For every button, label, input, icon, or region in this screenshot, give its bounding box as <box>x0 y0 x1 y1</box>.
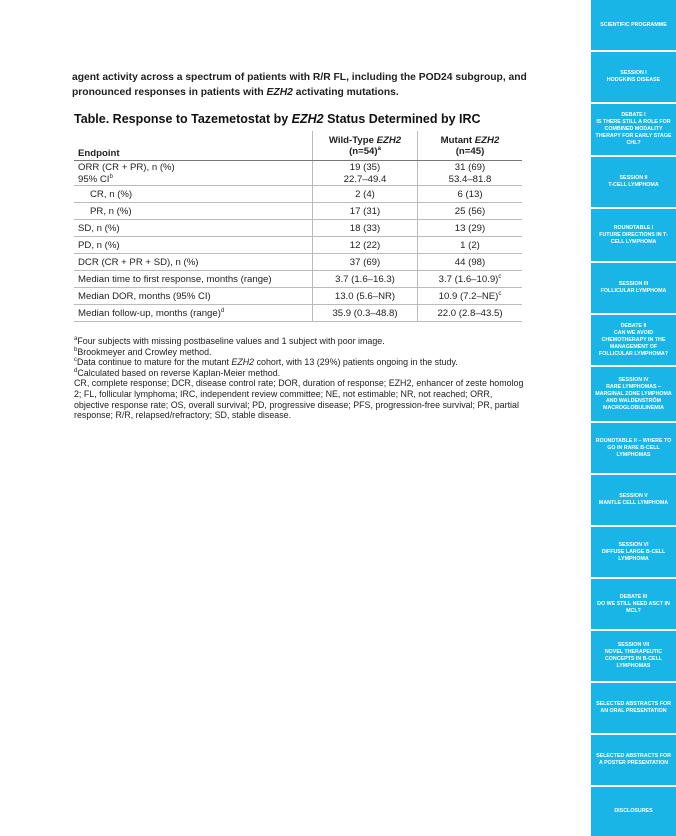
intro-line-1: agent activity across a spectrum of patients with R/R FL, including the POD24 subgroup, and <box>72 72 527 83</box>
sidebar-tab-session-2[interactable]: SESSION II T-CELL LYMPHOMA <box>591 157 676 207</box>
intro-paragraph <box>72 70 572 100</box>
sidebar-tab-oral-abstracts[interactable]: SELECTED ABSTRACTS FOR AN ORAL PRESENTATION <box>591 683 676 733</box>
table-row <box>74 254 522 271</box>
cell-wt: 37 (69) <box>313 254 418 271</box>
sidebar-tab-disclosures[interactable]: DISCLOSURES <box>591 787 676 836</box>
header-mutant <box>418 131 523 161</box>
cell-mut-sup: c <box>498 273 502 280</box>
sidebar-tab-session-3[interactable]: SESSION III FOLLICULAR LYMPHOMA <box>591 263 676 313</box>
sidebar-tab-poster-abstracts[interactable]: SELECTED ABSTRACTS FOR A POSTER PRESENTATION <box>591 735 676 785</box>
sidebar-tab-scientific-programme[interactable]: SCIENTIFIC PROGRAMME <box>591 0 676 50</box>
table-row <box>74 186 522 203</box>
header-mut-pre: Mutant <box>440 134 475 146</box>
footnote-b-marker: b <box>74 346 78 353</box>
cell-mut: 13 (29) <box>418 220 523 237</box>
cell-mut <box>418 288 523 305</box>
sidebar-tab-session-6[interactable]: SESSION VI DIFFUSE LARGE B-CELL LYMPHOMA <box>591 527 676 577</box>
footnote-c-pre: Data continue to mature for the mutant <box>77 357 232 368</box>
cell-mut-sup: c <box>498 290 502 297</box>
row-label: ORR (CR + PR), n (%) <box>78 161 175 173</box>
sidebar-tab-roundtable-2[interactable]: ROUNDTABLE II – WHERE TO GO IN RARE B-CELL LYMPHOMAS <box>591 423 676 473</box>
row-label: PD, n (%) <box>74 237 313 254</box>
intro-line-2a: pronounced responses in patients with <box>72 87 267 98</box>
section-sidebar <box>591 0 676 836</box>
footnote-a-marker: a <box>74 336 78 343</box>
footnote-d <box>74 368 524 379</box>
footnote-d-marker: d <box>74 367 78 374</box>
footnote-c-marker: c <box>74 357 77 364</box>
row-label: Median time to first response, months (range) <box>74 271 313 288</box>
header-wild-type <box>313 131 418 161</box>
cell-wt: 12 (22) <box>313 237 418 254</box>
cell-mut-text: 3.7 (1.6–10.9) <box>438 273 499 285</box>
table-row <box>74 161 522 174</box>
sidebar-tab-roundtable-1[interactable]: ROUNDTABLE I FUTURE DIRECTIONS IN T-CELL LYMPHOMA <box>591 209 676 261</box>
row-label <box>74 173 313 186</box>
row-label: PR, n (%) <box>74 203 313 220</box>
table-header-row <box>74 131 522 161</box>
sidebar-tab-session-7[interactable]: SESSION VII NOVEL THERAPEUTIC CONCEPTS IN B-CELL LYMPHOMAS <box>591 631 676 681</box>
table-row <box>74 288 522 305</box>
footnote-c <box>74 357 524 368</box>
cell-mut: 25 (56) <box>418 203 523 220</box>
row-label-sup: d <box>220 307 225 314</box>
table-row <box>74 305 522 322</box>
cell-wt: 17 (31) <box>313 203 418 220</box>
row-label <box>74 305 313 322</box>
header-wt-n: (n=54) <box>349 145 378 157</box>
cell-wt: 18 (33) <box>313 220 418 237</box>
table-row <box>74 173 522 186</box>
cell-mut: 22.0 (2.8–43.5) <box>418 305 523 322</box>
sidebar-tab-debate-2[interactable]: DEBATE II CAN WE AVOID CHEMOTHERAPY IN THE MANAGEMENT OF FOLLICULAR LYMPHOMA? <box>591 315 676 365</box>
row-label: DCR (CR + PR + SD), n (%) <box>74 254 313 271</box>
response-table <box>74 131 522 322</box>
cell-mut: 6 (13) <box>418 186 523 203</box>
cell-mut: 31 (69) <box>418 161 523 174</box>
footnote-a <box>74 336 524 347</box>
cell-mut: 1 (2) <box>418 237 523 254</box>
cell-wt: 19 (35) <box>313 161 418 174</box>
cell-mut: 53.4–81.8 <box>418 173 523 186</box>
table-row <box>74 237 522 254</box>
header-wt-pre: Wild-Type <box>328 134 377 146</box>
footnote-c-gene: EZH2 <box>231 357 255 368</box>
footnote-abbreviations: CR, complete response; DCR, disease control rate; DOR, duration of response; EZH2, enhancer of zeste homolog 2; FL, follicular lymphoma; IRC, independent review committee; NE, not estimable; NR, not reached; ORR, objective response rate; OS, overall survival; PD, progressive disease; PFS, progression-free survival; PR, partial response; R/R, relapsed/refractory; SD, stable disease. <box>74 378 524 421</box>
cell-wt: 3.7 (1.6–16.3) <box>313 271 418 288</box>
row-label: CR, n (%) <box>74 186 313 203</box>
table-title <box>74 112 481 126</box>
footnote-c-post: cohort, with 13 (29%) patients ongoing in the study. <box>254 357 458 368</box>
row-label-text: Median follow-up, months (range) <box>78 307 221 319</box>
table-title-pre: Table. Response to Tazemetostat by <box>74 112 292 126</box>
cell-mut-text: 10.9 (7.2–NE) <box>438 290 499 302</box>
header-endpoint: Endpoint <box>74 131 313 161</box>
table-row <box>74 203 522 220</box>
cell-wt: 13.0 (5.6–NR) <box>313 288 418 305</box>
row-label-sup: b <box>109 173 113 180</box>
footnote-d-text: Calculated based on reverse Kaplan-Meier method. <box>77 367 281 378</box>
header-wt-gene: EZH2 <box>376 134 402 146</box>
footnote-a-text: Four subjects with missing postbaseline values and 1 subject with poor image. <box>77 336 385 346</box>
intro-line-2b: activating mutations. <box>292 87 399 98</box>
cell-wt: 2 (4) <box>313 186 418 203</box>
table-footnotes <box>74 336 524 421</box>
intro-gene: EZH2 <box>266 87 293 98</box>
cell-wt: 22.7–49.4 <box>313 173 418 186</box>
sidebar-tab-debate-1[interactable]: DEBATE I IS THERE STILL A ROLE FOR COMBINED MODALITY THERAPY FOR EARLY STAGE CHL? <box>591 104 676 155</box>
sidebar-tab-session-1[interactable]: SESSION I HODGKINS DISEASE <box>591 52 676 102</box>
sidebar-tab-session-5[interactable]: SESSION V MANTLE CELL LYMPHOMA <box>591 475 676 525</box>
row-label: SD, n (%) <box>74 220 313 237</box>
footnote-b <box>74 347 524 358</box>
footnote-b-text: Brookmeyer and Crowley method. <box>77 346 212 357</box>
row-label-text: 95% CI <box>78 173 110 185</box>
sidebar-tab-debate-3[interactable]: DEBATE III DO WE STILL NEED ASCT IN MCL? <box>591 579 676 629</box>
sidebar-tab-session-4[interactable]: SESSION IV RARE LYMPHOMAS – MARGINAL ZONE LYMPHOMA AND WALDENSTRÖM MACROGLOBULINEMIA <box>591 367 676 421</box>
table-title-post: Status Determined by IRC <box>323 112 481 126</box>
header-mut-n: (n=45) <box>455 145 485 157</box>
table-title-gene: EZH2 <box>291 112 324 126</box>
table-row <box>74 220 522 237</box>
row-label: Median DOR, months (95% CI) <box>74 288 313 305</box>
cell-wt: 35.9 (0.3–48.8) <box>313 305 418 322</box>
cell-mut: 44 (98) <box>418 254 523 271</box>
cell-mut <box>418 271 523 288</box>
table-row <box>74 271 522 288</box>
header-mut-gene: EZH2 <box>474 134 500 146</box>
header-wt-sup: a <box>377 145 381 152</box>
